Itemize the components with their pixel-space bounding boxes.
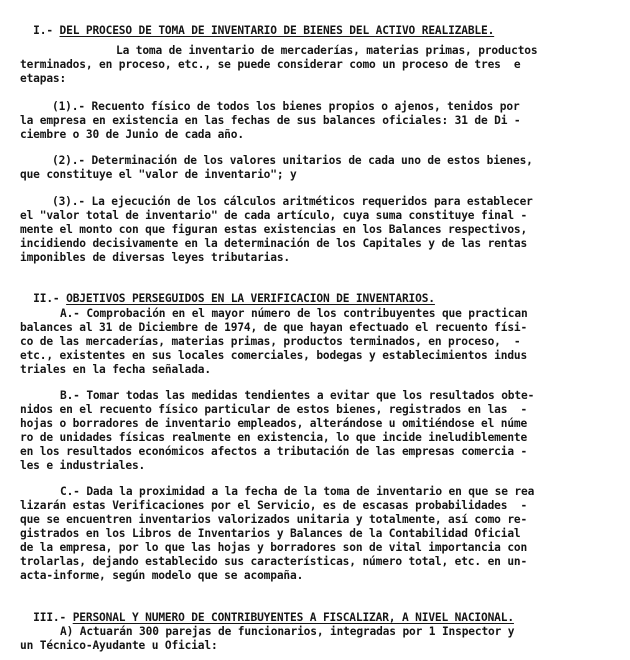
section-number: I.- (33, 24, 53, 37)
section-title: DEL PROCESO DE TOMA DE INVENTARIO DE BIENES DEL ACTIVO REALIZABLE. (59, 24, 495, 37)
paragraph-line: en los resultados económicos afectos a tributación de las empresas comercia - (20, 445, 528, 458)
paragraph-line: C.- Dada la proximidad a la fecha de la toma de inventario en que se rea (60, 485, 535, 498)
paragraph-line: de la empresa, por lo que las hojas y borradores son de vital importancia con (20, 541, 528, 554)
paragraph-line: A) Actuarán 300 parejas de funcionarios, integradas por 1 Inspector y (60, 625, 515, 638)
paragraph-line: gistrados en los Libros de Inventarios y Balances de la Contabilidad Oficial (20, 527, 521, 540)
paragraph-line: ro de unidades físicas realmente en existencia, lo que incide ineludiblemente (20, 431, 528, 444)
section-heading-I (20, 10, 494, 38)
paragraph-line: el "valor total de inventario" de cada artículo, cuya suma constituye final - (20, 209, 528, 222)
section-number: III.- (33, 611, 67, 624)
paragraph-line: terminados, en proceso, etc., se puede considerar como un proceso de tres e (20, 58, 521, 71)
paragraph-line: lizarán estas Verificaciones por el Servicio, es de escasas probabilidades - (20, 499, 528, 512)
paragraph-line: hojas o borradores de inventario empleados, alterándose u omitiéndose el núme (20, 417, 528, 430)
paragraph-line: mente el monto con que figuran estas existencias en los Balances respectivos, (20, 223, 528, 236)
paragraph-line: trolarlas, dejando establecido sus características, número total, etc. en un- (20, 555, 528, 568)
paragraph-line: etapas: (20, 72, 67, 85)
section-heading-III (20, 597, 514, 625)
paragraph-line: balances al 31 de Diciembre de 1974, de que hayan efectuado el recuento físi- (20, 321, 528, 334)
paragraph-line: acta-informe, según modelo que se acompaña. (20, 569, 304, 582)
paragraph-line: que constituye el "valor de inventario"; y (20, 168, 297, 181)
paragraph-line: un Técnico-Ayudante u Oficial: (20, 639, 218, 652)
paragraph-line: que se encuentren inventarios valorizados unitaria y totalmente, así como re- (20, 513, 528, 526)
paragraph-line: imponibles de diversas leyes tributarias. (20, 251, 291, 264)
paragraph-line: etc., existentes en sus locales comerciales, bodegas y establecimientos indus (20, 349, 528, 362)
paragraph-line: nidos en el recuento físico particular de estos bienes, registrados en las - (20, 403, 528, 416)
paragraph-line: B.- Tomar todas las medidas tendientes a evitar que los resultados obte- (60, 389, 535, 402)
paragraph-line: la empresa en existencia en las fechas de sus balances oficiales: 31 de Di - (20, 114, 521, 127)
section-number: II.- (33, 292, 60, 305)
section-title: PERSONAL Y NUMERO DE CONTRIBUYENTES A FISCALIZAR, A NIVEL NACIONAL. (72, 611, 514, 624)
section-heading-II (20, 278, 435, 306)
section-title: OBJETIVOS PERSEGUIDOS EN LA VERIFICACION DE INVENTARIOS. (66, 292, 435, 305)
paragraph-line: (3).- La ejecución de los cálculos aritméticos requeridos para establecer (52, 195, 533, 208)
paragraph-line: La toma de inventario de mercaderías, materias primas, productos (116, 44, 538, 57)
paragraph-line: les e industriales. (20, 459, 146, 472)
paragraph-line: (2).- Determinación de los valores unitarios de cada uno de estos bienes, (52, 154, 533, 167)
paragraph-line: ciembre o 30 de Junio de cada año. (20, 128, 244, 141)
paragraph-line: A.- Comprobación en el mayor número de los contribuyentes que practican (60, 307, 528, 320)
paragraph-line: incidiendo decisivamente en la determinación de los Capitales y de las rentas (20, 237, 528, 250)
paragraph-line: co de las mercaderías, materias primas, productos terminados, en proceso, - (20, 335, 521, 348)
paragraph-line: (1).- Recuento físico de todos los bienes propios o ajenos, tenidos por (52, 100, 520, 113)
paragraph-line: triales en la fecha señalada. (20, 363, 211, 376)
